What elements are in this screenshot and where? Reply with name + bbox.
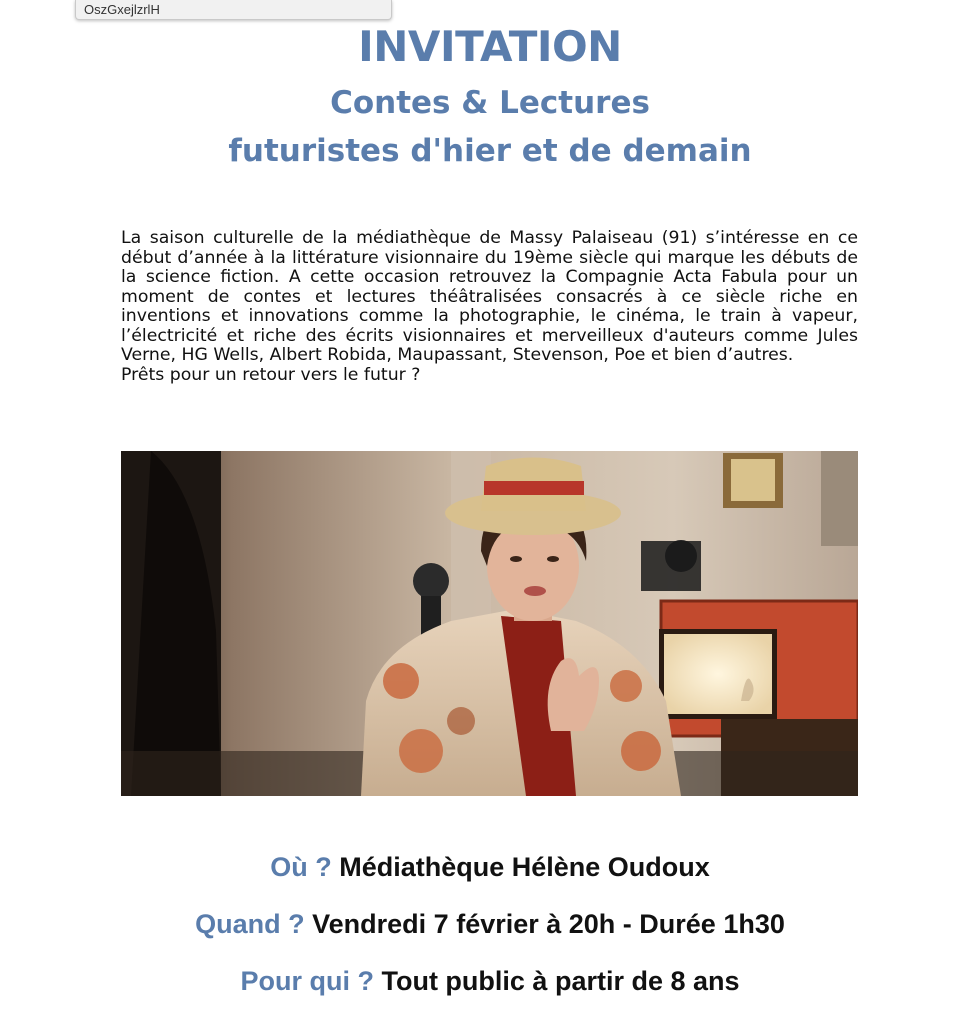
where-label: Où ? [270,852,332,882]
intro-closing: Prêts pour un retour vers le futur ? [121,364,421,385]
who-label: Pour qui ? [240,966,374,996]
info-where [0,852,980,883]
who-value: Tout public à partir de 8 ans [381,966,740,996]
subtitle-line-1: Contes & Lectures [330,85,650,121]
when-value: Vendredi 7 février à 20h - Durée 1h30 [312,909,785,939]
tooltip: OszGxejlzrlH [75,0,392,20]
subtitle-line-2: futuristes d'hier et de demain [228,133,752,169]
when-label: Quand ? [195,909,305,939]
page-title: INVITATION [358,22,622,71]
info-when [0,909,980,940]
intro-paragraph: La saison culturelle de la médiathèque de Massy Palaiseau (91) s’intéresse en ce début d’année à la littérature visionnaire du 19ème siècle qui marque les débuts de la science fiction. A cette occasion retrouvez la Compagnie Acta Fabula pour un moment de contes et lectures théâtralisées consacrés à ce siècle riche en inventions et innovations comme la photographie, le cinéma, le train à vapeur, l’électricité et riche des écrits visionnaires et merveilleux d'auteurs comme Jules Verne, HG Wells, Albert Robida, Maupassant, Stevenson, Poe et bien d’autres. [121,228,858,365]
info-who [0,966,980,997]
where-value: Médiathèque Hélène Oudoux [339,852,710,882]
intro-text [121,229,858,385]
performer-photo [121,451,858,796]
performer-photo-illustration [121,451,858,796]
